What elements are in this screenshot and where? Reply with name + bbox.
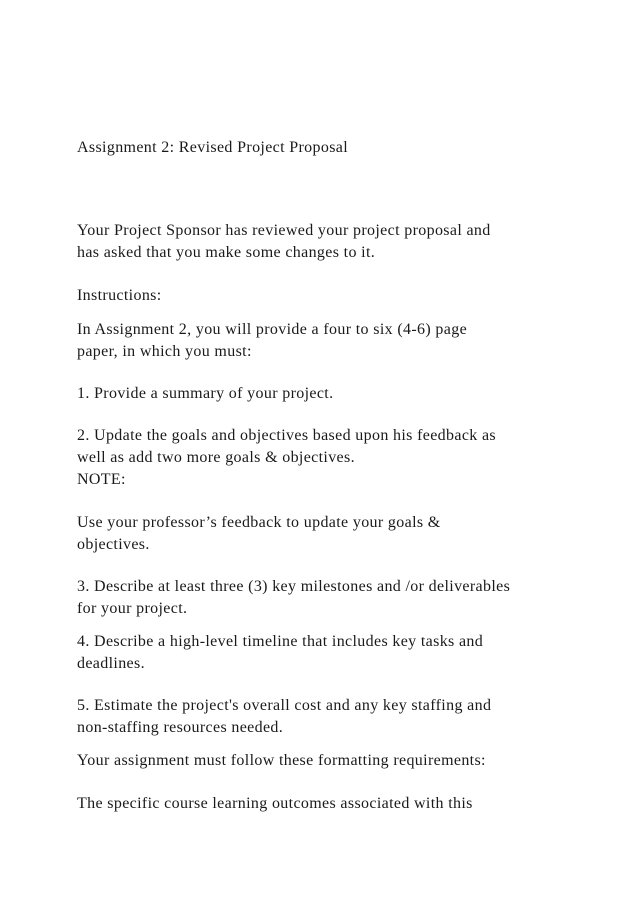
note-text-line-1: Use your professor’s feedback to update your goals & <box>77 514 441 531</box>
instructions-heading: Instructions: <box>77 287 162 304</box>
item-2-line-1: 2. Update the goals and objectives based upon his feedback as <box>77 427 497 444</box>
item-2-line-2: well as add two more goals & objectives. <box>77 449 355 466</box>
item-3-line-1: 3. Describe at least three (3) key milestones and /or deliverables <box>77 578 511 595</box>
intro-line-2: has asked that you make some changes to it. <box>77 244 376 261</box>
item-1: 1. Provide a summary of your project. <box>77 385 334 402</box>
note-label: NOTE: <box>77 471 126 488</box>
document-title: Assignment 2: Revised Project Proposal <box>77 139 349 156</box>
item-5-line-1: 5. Estimate the project's overall cost and any key staffing and <box>77 697 492 714</box>
item-4-line-1: 4. Describe a high-level timeline that includes key tasks and <box>77 633 484 650</box>
assignment-intro-line-2: paper, in which you must: <box>77 343 252 360</box>
item-5-line-2: non-staffing resources needed. <box>77 719 284 736</box>
formatting-requirements: Your assignment must follow these formatting requirements: <box>77 752 486 769</box>
intro-line-1: Your Project Sponsor has reviewed your project proposal and <box>77 222 491 239</box>
assignment-intro-line-1: In Assignment 2, you will provide a four to six (4-6) page <box>77 321 468 338</box>
item-3-line-2: for your project. <box>77 600 188 617</box>
item-4-line-2: deadlines. <box>77 655 145 672</box>
note-text-line-2: objectives. <box>77 536 150 553</box>
learning-outcomes: The specific course learning outcomes associated with this <box>77 795 473 812</box>
